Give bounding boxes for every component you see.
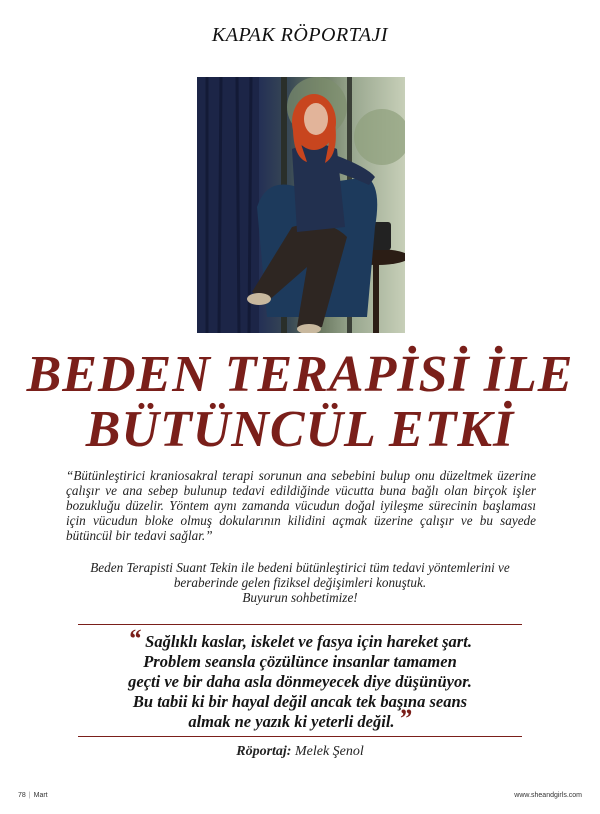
intro-line-1: Beden Terapisti Suant Tekin ile bedeni bütünleştirici tüm tedavi yöntemlerini ve (90, 560, 510, 575)
open-quote-mark: “ (128, 624, 142, 653)
pull-quote-top-rule (78, 624, 522, 625)
pull-quote-line-3: geçti ve bir daha asla dönmeyecek diye düşünüyor. (128, 672, 472, 691)
pull-quote (82, 624, 518, 733)
headline-line-2: BÜTÜNCÜL ETKİ (85, 401, 515, 458)
pull-quote-bottom-rule (78, 736, 522, 737)
pull-quote-line-2: Problem seansla çözülünce insanlar tamamen (143, 652, 457, 671)
pull-quote-line-4: Bu tabii ki bir hayal değil ancak tek başına seans (132, 692, 468, 711)
website-url[interactable]: www.sheandgirls.com (514, 792, 582, 799)
pull-quote-line-5 (82, 704, 518, 733)
page-number: 78 (18, 792, 26, 799)
headline-line-1: BEDEN TERAPİSİ İLE (26, 346, 574, 403)
pull-quote-line-1 (82, 624, 518, 653)
pull-quote-text-1: Sağlıklı kaslar, iskelet ve fasya için hareket şart. (145, 632, 472, 651)
intro-line-3: Buyurun sohbetimize! (242, 590, 358, 605)
intro-paragraph (50, 560, 550, 605)
portrait-illustration (197, 77, 405, 333)
issue-month: Mart (33, 792, 48, 799)
intro-line-2: beraberinde gelen fiziksel değişimleri konuştuk. (173, 575, 427, 590)
lead-paragraph: “Bütünleştirici kraniosakral terapi sorunun ana sebebini bulup onu düzeltmek üzerine çalışır ve ana sebep bulunup tedavi edildiğinde vücutta buna bağlı olan birçok işler bozukluğu düzelir. Yöntem aynı zamanda vücudun doğal iyileşme sürecinin başlaması için vücudun bloke olmuş dokularının kilidini açmak üzerine çalışır ve bu sayede bütüncül bir tedavi sağlar.” (66, 468, 536, 543)
interview-credit (0, 744, 600, 760)
credit-name: Melek Şenol (294, 744, 364, 759)
credit-label: Röportaj: (236, 744, 292, 759)
folio-separator: | (28, 792, 31, 799)
pull-quote-text-5: almak ne yazık ki yeterli değil. (188, 712, 395, 731)
close-quote-mark: ” (398, 704, 412, 733)
cover-portrait-photo (197, 77, 405, 333)
section-label: KAPAK RÖPORTAJI (211, 24, 389, 46)
page-folio (18, 792, 48, 799)
